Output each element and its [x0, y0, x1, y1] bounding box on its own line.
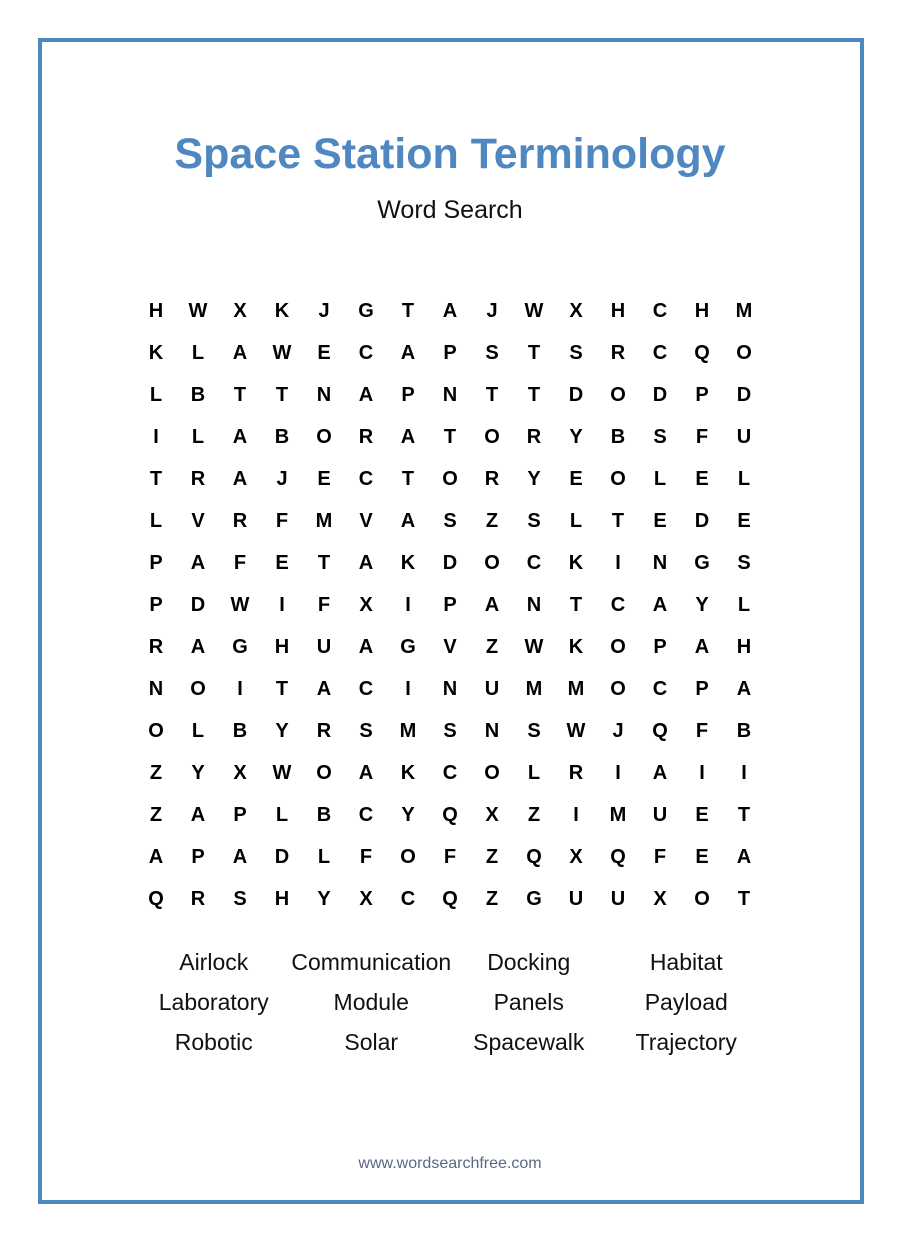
grid-cell[interactable]: W: [272, 341, 292, 364]
grid-cell[interactable]: Q: [526, 845, 542, 868]
grid-cell[interactable]: T: [443, 425, 457, 448]
word-list-item: Docking: [487, 948, 571, 975]
grid-cell[interactable]: H: [736, 635, 752, 658]
grid-cell[interactable]: A: [358, 761, 374, 784]
grid-cell[interactable]: F: [359, 845, 373, 868]
letter-grid: [135, 290, 765, 920]
grid-cell[interactable]: P: [695, 677, 709, 700]
grid-cell[interactable]: A: [232, 425, 248, 448]
grid-cell[interactable]: T: [149, 467, 163, 490]
grid-cell[interactable]: X: [569, 299, 583, 322]
word-list-item: Panels: [493, 988, 564, 1015]
grid-cell[interactable]: R: [232, 509, 248, 532]
grid-cell[interactable]: G: [694, 551, 710, 574]
grid-cell[interactable]: S: [737, 551, 751, 574]
grid-cell[interactable]: R: [190, 887, 206, 910]
grid-cell[interactable]: P: [695, 383, 709, 406]
grid-cell[interactable]: M: [315, 509, 333, 532]
grid-cell[interactable]: O: [316, 761, 332, 784]
grid-cell[interactable]: Y: [527, 467, 541, 490]
grid-cell[interactable]: A: [190, 635, 206, 658]
grid-cell[interactable]: L: [149, 383, 163, 406]
grid-cell[interactable]: A: [736, 677, 752, 700]
grid-cell[interactable]: N: [484, 719, 500, 742]
word-list-item: Solar: [344, 1028, 399, 1055]
grid-cell[interactable]: K: [568, 635, 584, 658]
grid-cell[interactable]: A: [316, 677, 332, 700]
grid-cell[interactable]: A: [652, 761, 668, 784]
grid-cell[interactable]: R: [526, 425, 542, 448]
grid-cell[interactable]: R: [148, 635, 164, 658]
grid-cell[interactable]: Q: [610, 845, 626, 868]
grid-cell[interactable]: I: [573, 803, 579, 826]
grid-cell[interactable]: B: [232, 719, 248, 742]
grid-cell[interactable]: A: [148, 845, 164, 868]
grid-cell[interactable]: L: [191, 341, 205, 364]
grid-cell[interactable]: T: [611, 509, 625, 532]
word-list-item: Robotic: [174, 1028, 253, 1055]
grid-cell[interactable]: R: [358, 425, 374, 448]
grid-cell[interactable]: L: [569, 509, 583, 532]
grid-cell[interactable]: K: [400, 551, 416, 574]
grid-cell[interactable]: M: [567, 677, 585, 700]
word-list-item: Module: [333, 988, 409, 1015]
grid-cell[interactable]: P: [401, 383, 415, 406]
grid-cell[interactable]: K: [148, 341, 164, 364]
grid-cell[interactable]: L: [191, 719, 205, 742]
word-list-item: Trajectory: [635, 1028, 737, 1055]
grid-cell[interactable]: A: [694, 635, 710, 658]
grid-cell[interactable]: I: [615, 551, 621, 574]
grid-cell[interactable]: R: [610, 341, 626, 364]
grid-cell[interactable]: C: [358, 467, 374, 490]
grid-cell[interactable]: H: [274, 635, 290, 658]
grid-cell[interactable]: D: [568, 383, 584, 406]
grid-cell[interactable]: N: [652, 551, 668, 574]
grid-cell[interactable]: L: [149, 509, 163, 532]
grid-cell[interactable]: D: [274, 845, 290, 868]
grid-cell[interactable]: D: [190, 593, 206, 616]
grid-cell[interactable]: U: [736, 425, 752, 448]
grid-cell[interactable]: G: [358, 299, 374, 322]
grid-cell[interactable]: Y: [695, 593, 709, 616]
grid-cell[interactable]: X: [233, 299, 247, 322]
grid-cell[interactable]: Y: [191, 761, 205, 784]
grid-cell[interactable]: I: [279, 593, 285, 616]
grid-cell[interactable]: A: [232, 467, 248, 490]
grid-cell[interactable]: M: [525, 677, 543, 700]
grid-row: [135, 626, 765, 668]
grid-row: [135, 668, 765, 710]
grid-cell[interactable]: A: [400, 425, 416, 448]
grid-cell[interactable]: B: [736, 719, 752, 742]
grid-cell[interactable]: S: [527, 719, 541, 742]
grid-cell[interactable]: O: [190, 677, 206, 700]
grid-cell[interactable]: C: [652, 341, 668, 364]
grid-cell[interactable]: Z: [527, 803, 541, 826]
grid-cell[interactable]: C: [652, 677, 668, 700]
grid-cell[interactable]: M: [399, 719, 417, 742]
grid-cell[interactable]: S: [443, 719, 457, 742]
grid-cell[interactable]: Z: [485, 845, 499, 868]
grid-cell[interactable]: O: [736, 341, 752, 364]
grid-row: [135, 542, 765, 584]
grid-cell[interactable]: F: [275, 509, 289, 532]
grid-cell[interactable]: L: [737, 593, 751, 616]
grid-cell[interactable]: F: [653, 845, 667, 868]
grid-cell[interactable]: I: [153, 425, 159, 448]
grid-cell[interactable]: S: [527, 509, 541, 532]
grid-cell[interactable]: J: [276, 467, 288, 490]
grid-cell[interactable]: E: [695, 803, 709, 826]
grid-cell[interactable]: S: [443, 509, 457, 532]
grid-cell[interactable]: S: [359, 719, 373, 742]
grid-cell[interactable]: H: [148, 299, 164, 322]
grid-cell[interactable]: I: [405, 593, 411, 616]
grid-row: [135, 374, 765, 416]
grid-cell[interactable]: X: [485, 803, 499, 826]
grid-cell[interactable]: A: [736, 845, 752, 868]
grid-cell[interactable]: Y: [569, 425, 583, 448]
grid-cell[interactable]: I: [615, 761, 621, 784]
grid-cell[interactable]: S: [485, 341, 499, 364]
grid-cell[interactable]: P: [149, 593, 163, 616]
grid-cell[interactable]: A: [358, 635, 374, 658]
grid-cell[interactable]: Z: [485, 887, 499, 910]
grid-cell[interactable]: F: [443, 845, 457, 868]
grid-cell[interactable]: T: [737, 887, 751, 910]
grid-cell[interactable]: A: [190, 551, 206, 574]
grid-row: [135, 500, 765, 542]
page-title: Space Station Terminology: [174, 130, 726, 178]
grid-cell[interactable]: U: [568, 887, 584, 910]
grid-cell[interactable]: I: [237, 677, 243, 700]
grid-cell[interactable]: W: [188, 299, 208, 322]
grid-cell[interactable]: E: [653, 509, 667, 532]
grid-cell[interactable]: C: [400, 887, 416, 910]
grid-cell[interactable]: Z: [485, 635, 499, 658]
grid-cell[interactable]: N: [526, 593, 542, 616]
grid-cell[interactable]: D: [442, 551, 458, 574]
grid-row: [135, 290, 765, 332]
grid-cell[interactable]: V: [359, 509, 373, 532]
grid-cell[interactable]: Q: [442, 887, 458, 910]
grid-cell[interactable]: B: [610, 425, 626, 448]
grid-cell[interactable]: E: [737, 509, 751, 532]
grid-cell[interactable]: U: [316, 635, 332, 658]
grid-cell[interactable]: M: [609, 803, 627, 826]
word-list-item: Airlock: [179, 948, 249, 975]
grid-cell[interactable]: Q: [694, 341, 710, 364]
grid-cell[interactable]: U: [652, 803, 668, 826]
grid-cell[interactable]: E: [695, 467, 709, 490]
grid-cell[interactable]: X: [359, 887, 373, 910]
grid-cell[interactable]: R: [190, 467, 206, 490]
grid-cell[interactable]: A: [358, 383, 374, 406]
grid-cell[interactable]: A: [442, 299, 458, 322]
word-list: [135, 942, 765, 1062]
grid-cell[interactable]: D: [736, 383, 752, 406]
word-list-item: Communication: [291, 948, 452, 975]
grid-cell[interactable]: O: [610, 635, 626, 658]
grid-cell[interactable]: T: [527, 341, 541, 364]
grid-cell[interactable]: F: [695, 719, 709, 742]
grid-cell[interactable]: H: [694, 299, 710, 322]
grid-row: [135, 752, 765, 794]
grid-cell[interactable]: E: [695, 845, 709, 868]
grid-cell[interactable]: Y: [275, 719, 289, 742]
grid-cell[interactable]: K: [400, 761, 416, 784]
grid-row: [135, 332, 765, 374]
grid-cell[interactable]: E: [569, 467, 583, 490]
grid-cell[interactable]: T: [317, 551, 331, 574]
grid-cell[interactable]: F: [695, 425, 709, 448]
grid-cell[interactable]: E: [317, 467, 331, 490]
grid-cell[interactable]: N: [148, 677, 164, 700]
grid-cell[interactable]: W: [272, 761, 292, 784]
grid-cell[interactable]: N: [316, 383, 332, 406]
grid-row: [135, 878, 765, 920]
grid-cell[interactable]: D: [694, 509, 710, 532]
grid-cell[interactable]: B: [274, 425, 290, 448]
word-list-item: Habitat: [649, 948, 723, 975]
grid-cell[interactable]: Z: [149, 761, 163, 784]
word-list-item: Spacewalk: [473, 1028, 585, 1055]
grid-cell[interactable]: N: [442, 383, 458, 406]
grid-cell[interactable]: R: [568, 761, 584, 784]
grid-cell[interactable]: S: [233, 887, 247, 910]
grid-row: [135, 584, 765, 626]
grid-cell[interactable]: Z: [485, 509, 499, 532]
grid-cell[interactable]: O: [484, 551, 500, 574]
grid-cell[interactable]: W: [566, 719, 586, 742]
grid-cell[interactable]: T: [233, 383, 247, 406]
grid-cell[interactable]: C: [442, 761, 458, 784]
grid-cell[interactable]: F: [317, 593, 331, 616]
grid-cell[interactable]: L: [191, 425, 205, 448]
grid-cell[interactable]: N: [442, 677, 458, 700]
grid-cell[interactable]: L: [317, 845, 331, 868]
grid-cell[interactable]: O: [400, 845, 416, 868]
grid-cell[interactable]: T: [275, 677, 289, 700]
grid-cell[interactable]: O: [610, 677, 626, 700]
grid-cell[interactable]: Y: [401, 803, 415, 826]
page-subtitle: Word Search: [377, 196, 523, 224]
grid-cell[interactable]: A: [190, 803, 206, 826]
grid-cell[interactable]: H: [274, 887, 290, 910]
grid-cell[interactable]: S: [653, 425, 667, 448]
grid-cell[interactable]: K: [274, 299, 290, 322]
grid-cell[interactable]: W: [230, 593, 250, 616]
grid-cell[interactable]: C: [610, 593, 626, 616]
grid-cell[interactable]: P: [191, 845, 205, 868]
grid-cell[interactable]: I: [699, 761, 705, 784]
grid-cell[interactable]: Q: [652, 719, 668, 742]
grid-cell[interactable]: Z: [149, 803, 163, 826]
footer-url[interactable]: www.wordsearchfree.com: [358, 1155, 542, 1172]
grid-cell[interactable]: P: [443, 341, 457, 364]
grid-cell[interactable]: T: [485, 383, 499, 406]
grid-cell[interactable]: U: [610, 887, 626, 910]
grid-cell[interactable]: D: [652, 383, 668, 406]
word-list-item: Laboratory: [158, 988, 269, 1015]
grid-cell[interactable]: G: [232, 635, 248, 658]
grid-cell[interactable]: O: [610, 467, 626, 490]
grid-cell[interactable]: O: [610, 383, 626, 406]
grid-cell[interactable]: P: [443, 593, 457, 616]
grid-cell[interactable]: C: [526, 551, 542, 574]
grid-cell[interactable]: L: [653, 467, 667, 490]
grid-cell[interactable]: C: [652, 299, 668, 322]
grid-cell[interactable]: J: [486, 299, 498, 322]
grid-cell[interactable]: A: [652, 593, 668, 616]
grid-cell[interactable]: G: [526, 887, 542, 910]
grid-cell[interactable]: A: [400, 341, 416, 364]
grid-row: [135, 794, 765, 836]
grid-cell[interactable]: Y: [317, 887, 331, 910]
grid-cell[interactable]: X: [569, 845, 583, 868]
grid-cell[interactable]: L: [275, 803, 289, 826]
grid-cell[interactable]: F: [233, 551, 247, 574]
grid-cell[interactable]: A: [232, 341, 248, 364]
grid-cell[interactable]: R: [484, 467, 500, 490]
grid-cell[interactable]: R: [316, 719, 332, 742]
grid-cell[interactable]: A: [400, 509, 416, 532]
grid-cell[interactable]: A: [358, 551, 374, 574]
grid-cell[interactable]: T: [401, 299, 415, 322]
grid-cell[interactable]: O: [442, 467, 458, 490]
grid-cell[interactable]: T: [401, 467, 415, 490]
grid-cell[interactable]: T: [527, 383, 541, 406]
grid-cell[interactable]: B: [316, 803, 332, 826]
grid-cell[interactable]: E: [317, 341, 331, 364]
grid-cell[interactable]: J: [612, 719, 624, 742]
grid-cell[interactable]: K: [568, 551, 584, 574]
grid-cell[interactable]: I: [405, 677, 411, 700]
grid-cell[interactable]: O: [316, 425, 332, 448]
grid-cell[interactable]: O: [484, 761, 500, 784]
grid-cell[interactable]: O: [148, 719, 164, 742]
grid-cell[interactable]: P: [233, 803, 247, 826]
grid-cell[interactable]: X: [233, 761, 247, 784]
grid-cell[interactable]: X: [653, 887, 667, 910]
grid-cell[interactable]: A: [484, 593, 500, 616]
grid-row: [135, 710, 765, 752]
grid-cell[interactable]: V: [443, 635, 457, 658]
word-list-item: Payload: [644, 988, 728, 1015]
grid-cell[interactable]: V: [191, 509, 205, 532]
grid-cell[interactable]: B: [190, 383, 206, 406]
grid-cell[interactable]: Q: [442, 803, 458, 826]
grid-cell[interactable]: T: [737, 803, 751, 826]
grid-cell[interactable]: P: [149, 551, 163, 574]
grid-cell[interactable]: M: [735, 299, 753, 322]
grid-cell[interactable]: L: [737, 467, 751, 490]
grid-cell[interactable]: C: [358, 803, 374, 826]
grid-row: [135, 416, 765, 458]
grid-cell[interactable]: A: [232, 845, 248, 868]
grid-cell[interactable]: U: [484, 677, 500, 700]
grid-cell[interactable]: W: [524, 299, 544, 322]
grid-cell[interactable]: I: [741, 761, 747, 784]
grid-cell[interactable]: O: [694, 887, 710, 910]
grid-cell[interactable]: J: [318, 299, 330, 322]
grid-cell[interactable]: S: [569, 341, 583, 364]
grid-cell[interactable]: W: [524, 635, 544, 658]
grid-row: [135, 458, 765, 500]
grid-cell[interactable]: C: [358, 677, 374, 700]
grid-cell[interactable]: G: [400, 635, 416, 658]
grid-row: [135, 836, 765, 878]
grid-cell[interactable]: T: [275, 383, 289, 406]
grid-cell[interactable]: L: [527, 761, 541, 784]
grid-cell[interactable]: O: [484, 425, 500, 448]
grid-cell[interactable]: P: [653, 635, 667, 658]
grid-cell[interactable]: H: [610, 299, 626, 322]
grid-cell[interactable]: C: [358, 341, 374, 364]
grid-cell[interactable]: X: [359, 593, 373, 616]
grid-cell[interactable]: E: [275, 551, 289, 574]
grid-cell[interactable]: T: [569, 593, 583, 616]
grid-cell[interactable]: Q: [148, 887, 164, 910]
